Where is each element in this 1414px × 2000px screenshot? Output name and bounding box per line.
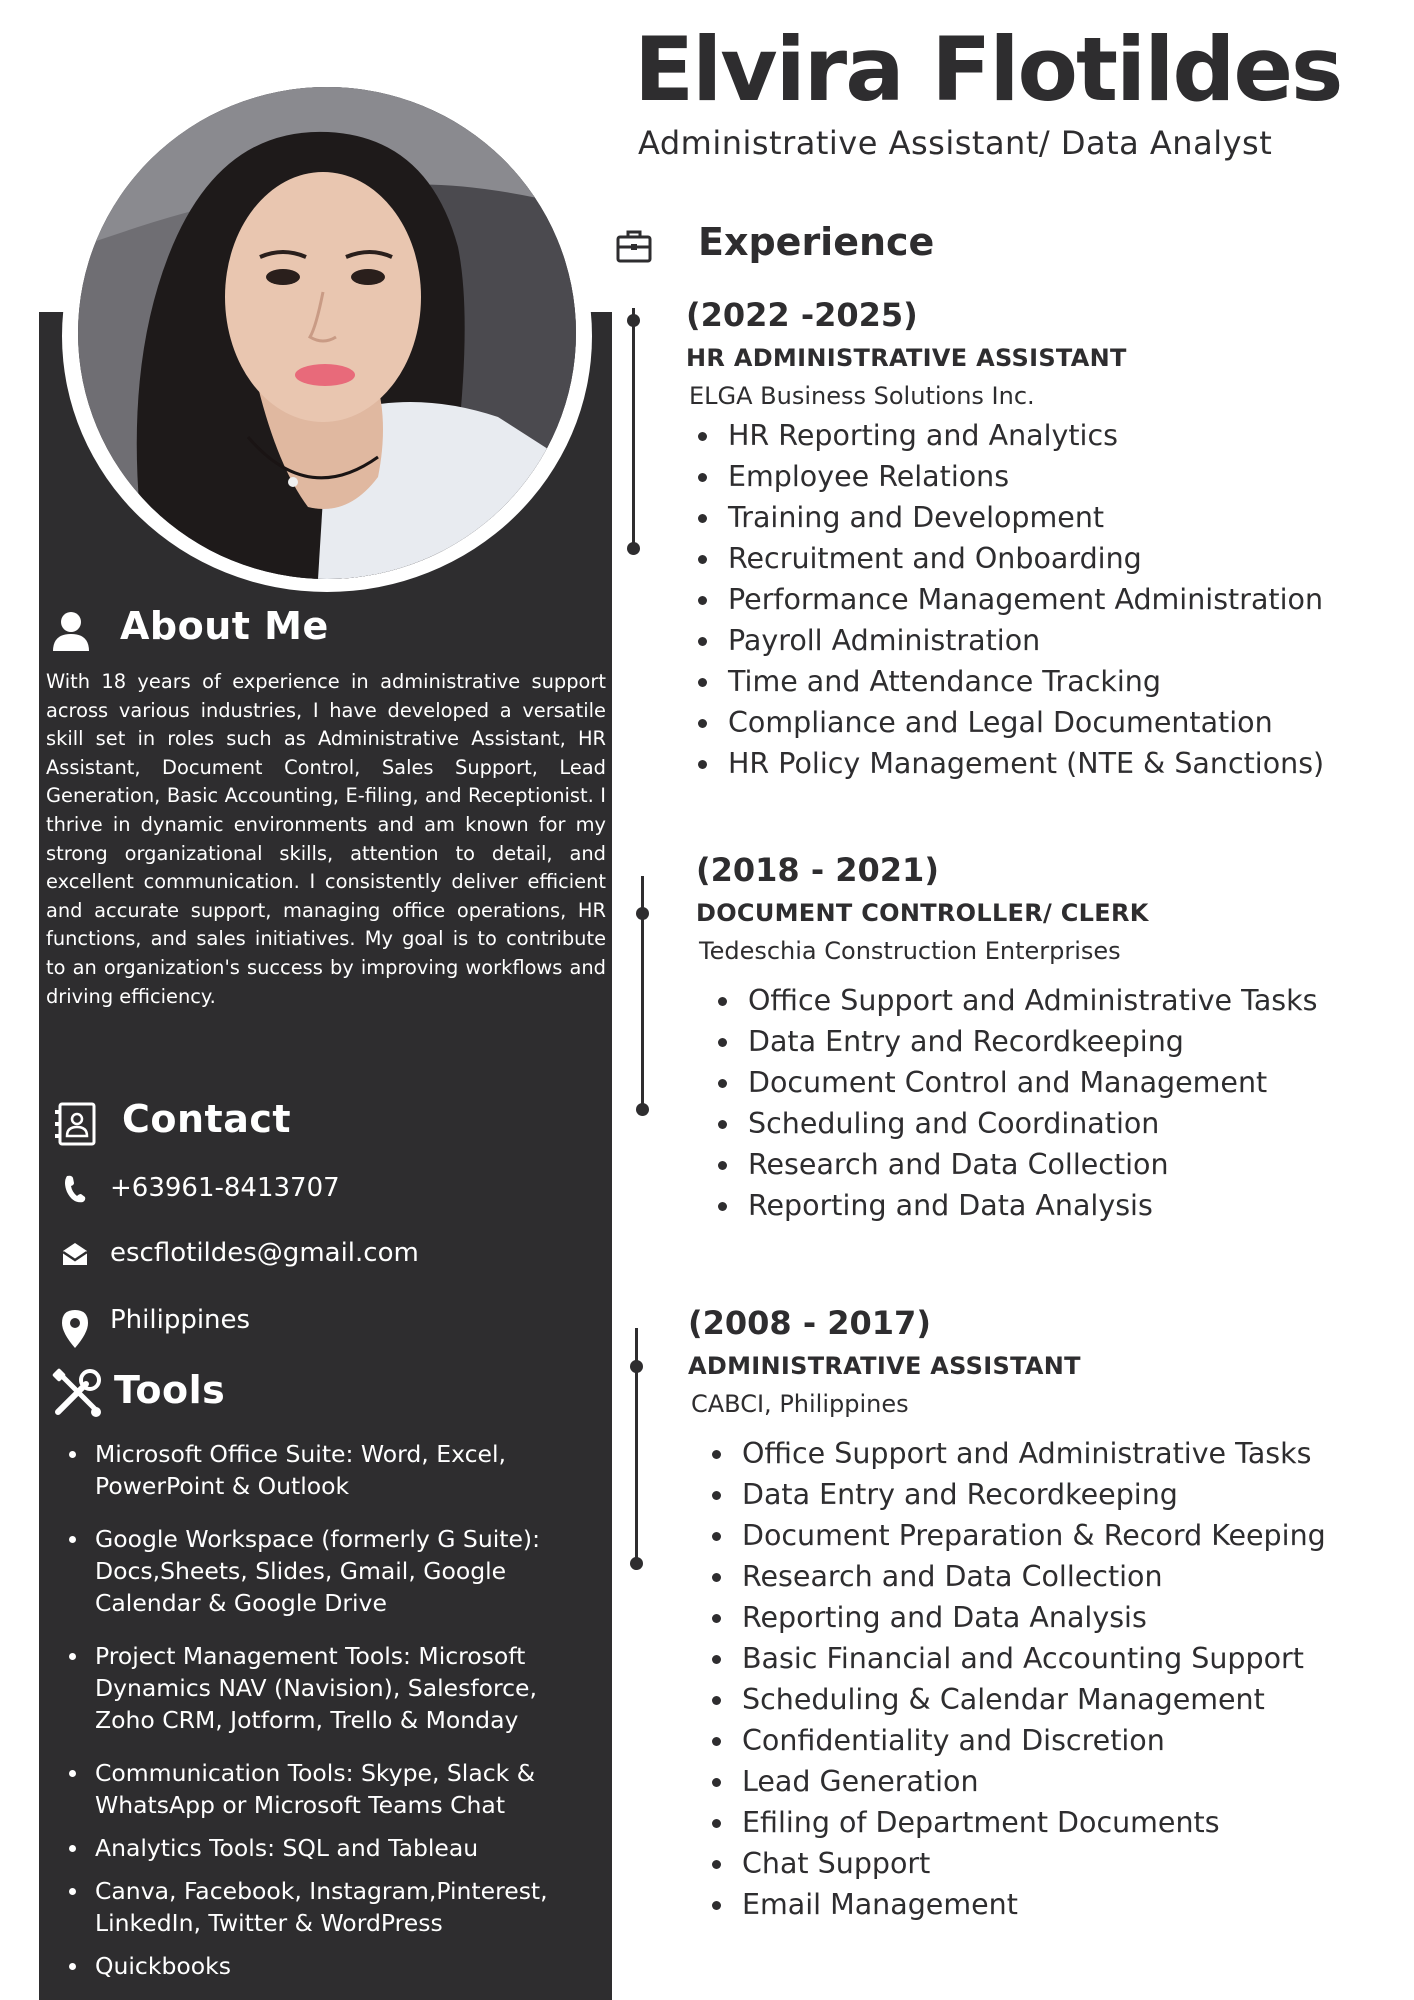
contact-phone[interactable]: +63961-8413707 [110, 1173, 340, 1203]
location-pin-icon [61, 1309, 89, 1349]
contact-location-row [0, 1305, 573, 1345]
job-role: DOCUMENT CONTROLLER/ CLERK [696, 899, 1149, 927]
timeline-dot [636, 1103, 649, 1116]
tool-item: Project Management Tools: Microsoft Dynamics NAV (Navision), Salesforce, Zoho CRM, Jotform, Trello & Monday [62, 1640, 582, 1736]
duty-item: Lead Generation [700, 1761, 1326, 1802]
job-company: Tedeschia Construction Enterprises [699, 937, 1121, 965]
timeline-dot [630, 1557, 643, 1570]
job-duties [706, 980, 1318, 1226]
tool-item: Google Workspace (formerly G Suite): Docs,Sheets, Slides, Gmail, Google Calendar & Google Drive [62, 1523, 582, 1619]
duty-item: Document Control and Management [706, 1062, 1318, 1103]
duty-item: Confidentiality and Discretion [700, 1720, 1326, 1761]
duty-item: Document Preparation & Record Keeping [700, 1515, 1326, 1556]
duty-item: Time and Attendance Tracking [686, 661, 1324, 702]
job-years: (2018 - 2021) [696, 851, 939, 889]
timeline-dot [630, 1360, 643, 1373]
duty-item: Data Entry and Recordkeeping [706, 1021, 1318, 1062]
tool-item: Analytics Tools: SQL and Tableau [62, 1832, 582, 1864]
duty-item: Office Support and Administrative Tasks [700, 1433, 1326, 1474]
job-company: ELGA Business Solutions Inc. [689, 382, 1035, 410]
timeline-dot [636, 907, 649, 920]
duty-item: Recruitment and Onboarding [686, 538, 1324, 579]
about-text: With 18 years of experience in administrative support across various industries, I have developed a versatile skill set in roles such as Administrative Assistant, HR Assistant, Document Control, Sales Support, Lead Generation, Basic Accounting, E-filing, and Receptionist. I thrive in dynamic environments and am known for my strong organizational skills, attention to detail, and excellent communication. I consistently deliver efficient and accurate support, managing office operations, HR functions, and sales initiatives. My goal is to contribute to an organization's success by improving workflows and driving efficiency. [46, 670, 606, 1008]
job-years: (2022 -2025) [686, 296, 918, 334]
duty-item: Research and Data Collection [700, 1556, 1326, 1597]
duty-item: Performance Management Administration [686, 579, 1324, 620]
job-entry [686, 295, 1324, 784]
candidate-title: Administrative Assistant/ Data Analyst [638, 124, 1273, 162]
duty-item: Scheduling & Calendar Management [700, 1679, 1326, 1720]
duty-item: Payroll Administration [686, 620, 1324, 661]
job-company: CABCI, Philippines [691, 1390, 909, 1418]
duty-item: Scheduling and Coordination [706, 1103, 1318, 1144]
duty-item: Reporting and Data Analysis [700, 1597, 1326, 1638]
timeline-dot [627, 542, 640, 555]
contact-location: Philippines [110, 1305, 251, 1335]
duty-item: Email Management [700, 1884, 1326, 1925]
duty-item: HR Policy Management (NTE & Sanctions) [686, 743, 1324, 784]
job-entry [696, 850, 1318, 1226]
tool-item: Quickbooks [62, 1950, 582, 1982]
duty-item: Efiling of Department Documents [700, 1802, 1326, 1843]
job-role: HR ADMINISTRATIVE ASSISTANT [686, 344, 1127, 372]
contact-card-icon [54, 1102, 96, 1146]
job-entry [688, 1303, 1326, 1925]
job-years: (2008 - 2017) [688, 1304, 931, 1342]
briefcase-icon [616, 228, 652, 264]
job-duties [700, 1433, 1326, 1925]
profile-photo [78, 87, 576, 579]
contact-heading: Contact [122, 1097, 292, 1141]
tools-heading: Tools [114, 1368, 226, 1412]
timeline-dot [627, 314, 640, 327]
duty-item: Data Entry and Recordkeeping [700, 1474, 1326, 1515]
tool-item: Microsoft Office Suite: Word, Excel, PowerPoint & Outlook [62, 1438, 582, 1502]
experience-heading: Experience [698, 220, 935, 264]
contact-phone-row [0, 1170, 573, 1210]
duty-item: Reporting and Data Analysis [706, 1185, 1318, 1226]
duty-item: Chat Support [700, 1843, 1326, 1884]
job-duties [686, 415, 1324, 784]
duty-item: Basic Financial and Accounting Support [700, 1638, 1326, 1679]
duty-item: Training and Development [686, 497, 1324, 538]
phone-icon [63, 1174, 87, 1204]
duty-item: HR Reporting and Analytics [686, 415, 1324, 456]
duty-item: Research and Data Collection [706, 1144, 1318, 1185]
user-icon [52, 611, 90, 651]
candidate-name: Elvira Flotildes [634, 18, 1342, 121]
tool-item: Canva, Facebook, Instagram,Pinterest, LinkedIn, Twitter & WordPress [62, 1875, 582, 1939]
tools-list [62, 1438, 582, 2000]
tool-item: Communication Tools: Skype, Slack & WhatsApp or Microsoft Teams Chat [62, 1757, 582, 1821]
contact-email[interactable]: escflotildes@gmail.com [110, 1238, 419, 1268]
tools-icon [52, 1368, 102, 1418]
duty-item: Employee Relations [686, 456, 1324, 497]
timeline-line [632, 308, 635, 548]
contact-email-row [0, 1235, 573, 1275]
duty-item: Office Support and Administrative Tasks [706, 980, 1318, 1021]
job-role: ADMINISTRATIVE ASSISTANT [688, 1352, 1081, 1380]
email-icon [61, 1241, 89, 1267]
about-heading: About Me [120, 604, 329, 648]
duty-item: Compliance and Legal Documentation [686, 702, 1324, 743]
